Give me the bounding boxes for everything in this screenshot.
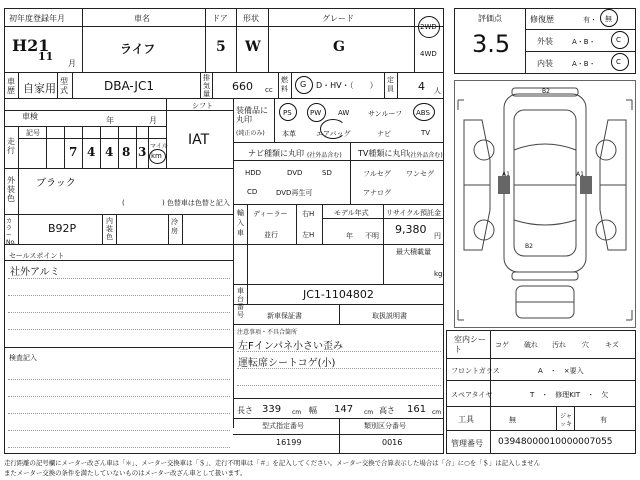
displacement-label: 排気量 [203,74,210,98]
navi-title-note: (社外品含む) [307,152,342,159]
color-code-value: B92P [48,222,77,235]
width-cm: cm [364,409,374,416]
max-load-kg: kg [434,270,443,278]
recycle-fee-label: リサイクル預託金 [386,209,442,217]
capacity-unit: 人 [434,87,441,95]
notes-label: 注意事項・不具合箇所 [237,329,298,336]
inspector-label: 検査記入 [9,354,37,362]
vin-label: 車台番号 [237,287,244,319]
recycle-yen: 円 [434,232,441,240]
new-warranty: 新車保証書 [267,312,302,320]
shift-value: IAT [188,132,210,148]
diagram-a1-right: A1 [576,171,584,178]
cc-unit: cc [265,86,273,94]
car-name: ライフ [120,42,156,56]
model-year-unknown: 不明 [365,232,379,240]
equip-ps: PS [283,109,292,117]
fuel-label: 燃料 [281,76,288,93]
inspection-month-unit: 月 [149,116,157,125]
equip-sunroof: サンルーフ [368,110,403,118]
score-value: 3.5 [472,30,511,58]
seat-opt-scorch: コゲ [495,341,509,349]
class-no: 0016 [382,438,403,447]
seat-opt-tear: 破れ [524,341,538,349]
month-unit: 月 [68,59,76,68]
import-parallel: 並行 [264,231,278,239]
displacement-value: 660 [232,80,253,93]
doors-label: ドア [212,14,228,23]
usage-value: 自家用 [23,82,56,95]
inspection-year-unit: 年 [106,116,114,125]
fuel-options: D・HV・（ ） [316,81,378,90]
max-load-label: 最大積載量 [396,248,431,256]
tv-oneseg: ワンセグ [406,170,434,178]
type-no: 16199 [276,438,302,447]
equip-navi: ナビ [377,130,391,138]
score-label: 評価点 [478,14,502,23]
seat-opt-hole: 穴 [582,341,589,349]
tools-label: 工具 [458,415,474,424]
shift-label: シフト [192,102,213,110]
vin-value: JC1-1104802 [303,288,374,301]
navi-title: ナビ種類に丸印 [248,149,304,158]
model-value: DBA-JC1 [104,79,154,93]
glass-options: A ・ ×要入 [538,367,584,375]
inspection-label: 車検 [22,112,38,121]
notes-line-1: 左Fインパネ小さい歪み [238,341,344,352]
width-value: 147 [334,404,354,415]
capacity-value: 4 [418,80,425,93]
color-code-label: カラーNo. [6,218,16,246]
color-note: ( ) 色替車は色替と記入 [122,199,230,207]
mileage-digit-2: 4 [87,145,96,159]
mileage-digit-3: 4 [105,145,114,159]
mileage-digit-5: 3 [138,145,147,159]
seat-opt-scratch: キズ [605,341,619,349]
import-label: 輸入車 [237,209,244,237]
shape-label: 形状 [243,14,259,23]
exterior-label: 外装 [537,37,553,46]
equip-abs: ABS [416,109,430,117]
equip-leather: 本革 [282,130,296,138]
footer-line-1: 走行距離の記号欄にメーター改ざん車は「＊」、メーター交換車は「＄」、走行不明車は「＃」を記入してください。メーター交換で合算表示した場合は「合」に○を「＄」は記入しません [4,459,540,467]
diagram-b2-bottom: B2 [525,243,533,250]
sales-point: 社外アルミ [10,267,60,278]
capacity-label: 定員 [387,76,394,93]
reg-year: H21 [12,36,50,55]
type-no-label: 型式指定番号 [262,422,304,430]
equip-airbag: エアバッグ [316,130,351,138]
fuel-g: G [300,80,307,89]
mgmt-no: 03948000010000007055 [498,437,613,447]
navi-dvd: DVD [287,169,303,177]
doors-value: 5 [216,39,226,55]
grade-value: G [333,39,345,55]
color-value: ブラック [36,178,76,189]
model-year-unit: 年 [346,232,353,240]
grade-label: グレード [322,14,354,23]
height-value: 161 [407,404,427,415]
mileage-label: 走行 [7,137,15,155]
tools-value: 無 [509,416,516,424]
length-value: 339 [262,404,282,415]
spare-label: スペアタイヤ [451,391,493,399]
drive-4wd: 4WD [420,50,437,58]
glass-label: フロントガラス [451,367,500,375]
mileage-digit-4: 8 [122,145,131,159]
equip-tv: TV [421,129,431,137]
diagram-b2-top: B2 [542,88,550,95]
reg-label: 初年度登録年月 [9,14,65,23]
footer-line-2: またメーター交換の条件を満たしていないものはメーター改ざん車として扱います。 [4,469,247,477]
interior-options: A・B・ [572,60,596,68]
recycle-fee: 9,380 [395,223,427,236]
car-diagram [454,80,636,328]
navi-hdd: HDD [245,169,262,177]
class-no-label: 類別区分番号 [364,422,406,430]
tv-analog: アナログ [363,189,391,197]
mileage-digit-1: 7 [69,145,78,159]
usage-label: 車歴 [7,77,15,95]
car-name-label: 車名 [134,14,150,23]
length-label: 長さ [237,406,253,415]
drive-2wd: 2WD [420,23,437,31]
model-year-label: モデル年式 [334,209,369,217]
jack-value: 有 [600,416,607,424]
notes-line-2: 運転席シートコゲ(小) [238,358,336,369]
exterior-options: A・B・ [572,38,596,46]
navi-dvd-play: DVD再生可 [276,189,313,197]
navi-cd: CD [247,188,258,196]
mgmt-label: 管理番号 [451,439,483,448]
tv-title: TV種類に丸印 [358,149,409,158]
equip-aw: AW [338,109,350,117]
import-left-h: 左H [302,231,315,239]
repair-none: 無 [605,15,612,23]
tv-fullseg: フルセグ [363,170,391,178]
jack-label: ジャッキ [560,413,573,428]
length-cm: cm [292,409,302,416]
model-label: 型式 [60,77,68,95]
import-dealer: ディーラー [253,210,288,218]
reg-month: 11 [38,50,54,63]
km-label: km [151,152,162,160]
height-label: 高さ [379,406,395,415]
mile-label: マイル [150,143,168,150]
spare-options: T ・ 修理KIT ・ 欠 [530,391,609,399]
interior-label: 内装 [537,59,553,68]
equip-title: 装備品に丸印 [236,106,268,124]
height-cm: cm [432,409,442,416]
color-label: 外装色 [7,176,15,203]
manual: 取扱説明書 [372,312,407,320]
seat-label: 室内シート [454,335,486,354]
import-right-h: 右H [302,210,315,218]
navi-sd: SD [322,169,332,177]
equip-pw: PW [310,109,322,117]
repair-label: 修復歴 [530,15,554,24]
record-label: 記号 [26,129,40,137]
interior-color-label: 内装色 [106,217,113,241]
interior-grade: C [616,58,621,66]
width-label: 幅 [309,406,317,415]
shape-value: W [245,39,261,55]
cooling-label: 冷房 [171,218,178,235]
sales-label: セールスポイント [9,252,65,260]
diagram-a1-left: A1 [502,171,510,178]
seat-opt-dirt: 汚れ [552,341,566,349]
exterior-grade: C [616,36,621,44]
equip-subtitle: (純正のみ) [236,130,265,137]
repair-options: 有・ [583,16,597,24]
tv-title-note: (社外品含む) [408,152,443,159]
